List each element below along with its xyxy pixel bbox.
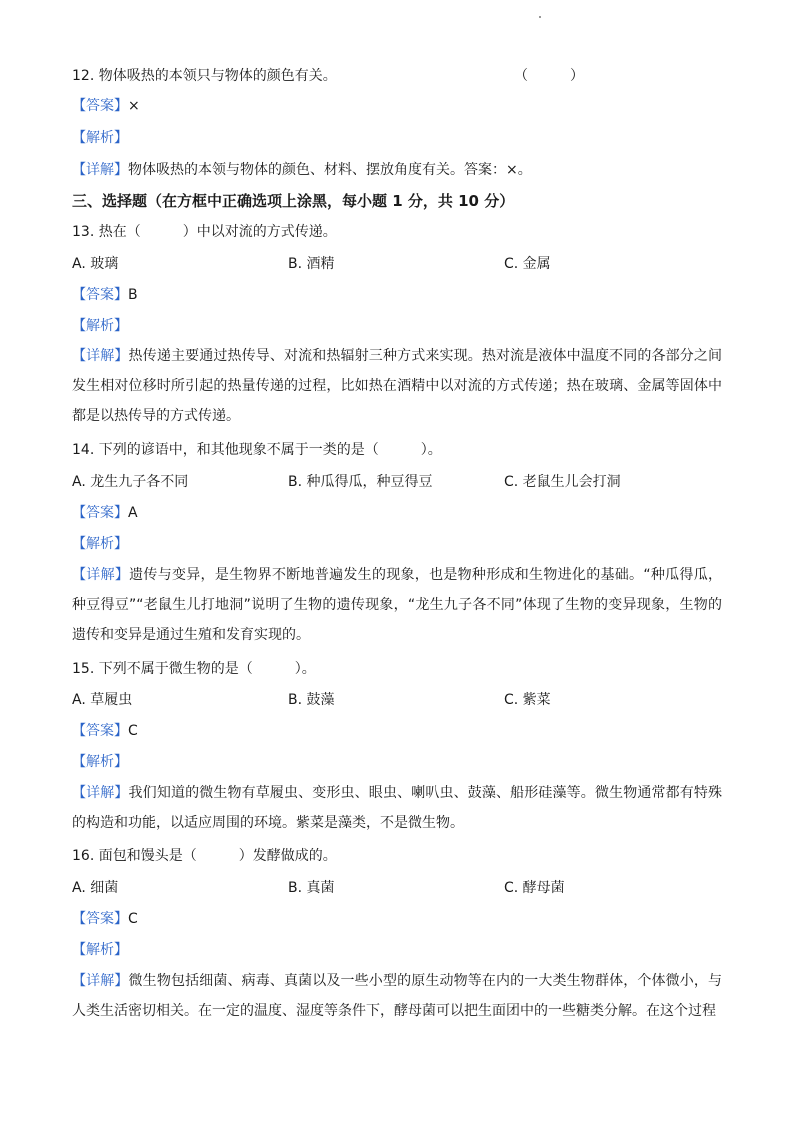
q14-answer: [72, 503, 138, 523]
q14-option-c: C. 老鼠生儿会打洞: [504, 474, 621, 490]
q14-analysis: [72, 534, 128, 554]
analysis-tag: 【解析】: [72, 130, 128, 146]
q14-option-b: B. 种瓜得瓜，种豆得豆: [288, 474, 433, 490]
detail-tag: 【详解】: [72, 162, 128, 178]
q15-option-b: B. 鼓藻: [288, 692, 335, 708]
q16-stem: [72, 846, 337, 866]
q16-stem-a: 16. 面包和馒头是（: [72, 848, 197, 864]
q14-stem-b: ）。: [420, 442, 442, 458]
detail-tag: 【详解】: [72, 785, 129, 801]
q16-answer: [72, 909, 138, 929]
q13-stem: [72, 222, 337, 242]
q12-stem: [72, 66, 337, 86]
q13-option-c: C. 金属: [504, 256, 551, 272]
q12-detail: [72, 160, 532, 180]
q16-detail: [72, 966, 722, 1026]
q15-answer: [72, 721, 138, 741]
q16-analysis: [72, 940, 128, 960]
answer-value: B: [128, 287, 138, 303]
q16-option-b: B. 真菌: [288, 880, 335, 896]
analysis-tag: 【解析】: [72, 318, 128, 334]
q16-stem-b: ）发酵做成的。: [238, 848, 337, 864]
analysis-tag: 【解析】: [72, 754, 128, 770]
q15-stem-a: 15. 下列不属于微生物的是（: [72, 661, 253, 677]
q12-answer-paren: （ ）: [514, 68, 584, 84]
section-title: 三、选择题（在方框中正确选项上涂黑，每小题 1 分，共 10 分）: [72, 192, 515, 210]
answer-value: A: [128, 505, 138, 521]
q13-analysis: [72, 316, 128, 336]
q13-answer: [72, 285, 138, 305]
scan-dot: [539, 16, 541, 18]
answer-tag: 【答案】: [72, 723, 128, 739]
q16-option-a: A. 细菌: [72, 880, 119, 896]
q15-stem-b: ）。: [294, 661, 316, 677]
q12-analysis: [72, 128, 128, 148]
q14-stem-a: 14. 下列的谚语中，和其他现象不属于一类的是（: [72, 442, 379, 458]
q13-option-a: A. 玻璃: [72, 256, 119, 272]
answer-tag: 【答案】: [72, 287, 128, 303]
q15-stem: [72, 659, 316, 679]
detail-text: 我们知道的微生物有草履虫、变形虫、眼虫、喇叭虫、鼓藻、船形硅藻等。微生物通常都有特殊的构造和功能，以适应周围的环境。紫菜是藻类，不是微生物。: [72, 785, 723, 831]
detail-tag: 【详解】: [72, 973, 129, 989]
q14-option-a: A. 龙生九子各不同: [72, 474, 189, 490]
q12-answer: [72, 96, 140, 116]
q14-detail: [72, 560, 722, 650]
detail-tag: 【详解】: [72, 567, 130, 583]
q13-option-b: B. 酒精: [288, 256, 335, 272]
answer-value: C: [128, 723, 138, 739]
q15-analysis: [72, 752, 128, 772]
detail-text: 微生物包括细菌、病毒、真菌以及一些小型的原生动物等在内的一大类生物群体，个体微小，与人类生活密切相关。在一定的温度、湿度等条件下，酵母菌可以把生面团中的一些糖类分解。在这个过程: [72, 973, 723, 1019]
detail-text: 遗传与变异，是生物界不断地普遍发生的现象，也是物种形成和生物进化的基础。“种瓜得瓜，种豆得豆”“老鼠生儿打地洞”说明了生物的遗传现象，“龙生九子各不同”体现了生物的变异现象，生物的遗传和变异是通过生殖和发育实现的。: [72, 567, 722, 643]
q15-detail: [72, 778, 722, 838]
q12-stem-text: 12. 物体吸热的本领只与物体的颜色有关。: [72, 68, 337, 84]
q13-stem-b: ）中以对流的方式传递。: [182, 224, 337, 240]
detail-tag: 【详解】: [72, 348, 129, 364]
answer-tag: 【答案】: [72, 911, 128, 927]
detail-text: 物体吸热的本领与物体的颜色、材料、摆放角度有关。答案：×。: [128, 162, 532, 178]
q15-option-a: A. 草履虫: [72, 692, 133, 708]
answer-value: C: [128, 911, 138, 927]
q13-stem-a: 13. 热在（: [72, 224, 141, 240]
q15-option-c: C. 紫菜: [504, 692, 551, 708]
analysis-tag: 【解析】: [72, 536, 128, 552]
answer-tag: 【答案】: [72, 98, 128, 114]
answer-value: ×: [128, 98, 140, 114]
q14-stem: [72, 440, 442, 460]
analysis-tag: 【解析】: [72, 942, 128, 958]
q16-option-c: C. 酵母菌: [504, 880, 565, 896]
q13-detail: [72, 341, 722, 431]
answer-tag: 【答案】: [72, 505, 128, 521]
detail-text: 热传递主要通过热传导、对流和热辐射三种方式来实现。热对流是液体中温度不同的各部分之间发生相对位移时所引起的热量传递的过程，比如热在酒精中以对流的方式传递；热在玻璃、金属等固体中都是以热传导的方式传递。: [72, 348, 723, 424]
